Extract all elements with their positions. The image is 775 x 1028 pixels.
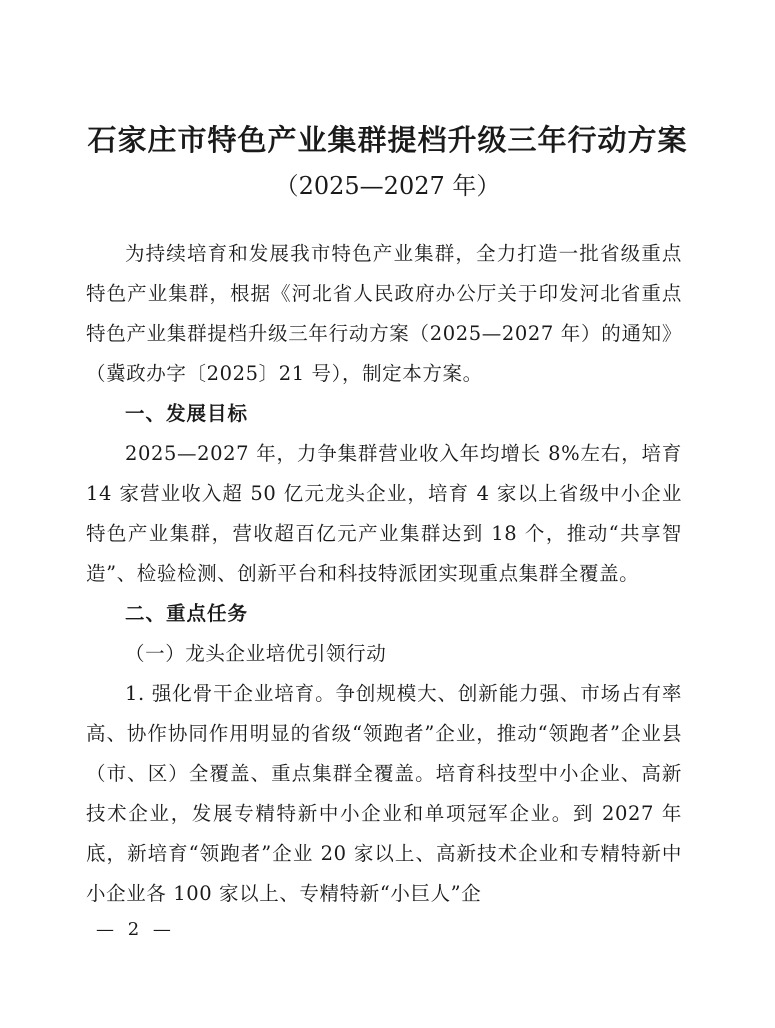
task-item-paragraph: 1. 强化骨干企业培育。争创规模大、创新能力强、市场占有率高、协作协同作用明显的省级“领跑者”企业，推动“领跑者”企业县（市、区）全覆盖、重点集群全覆盖。培育科技型中小企业、高新技术企业，发展专精特新中小企业和单项冠军企业。到 2027 年底，新培育“领跑者”企业 20 家以上、高新技术企业和专精特新中小企业各 100 家以上、专精特新“小巨人”企 <box>86 682 682 905</box>
section-heading-goals: 一、发展目标 <box>125 402 249 425</box>
subsection-heading: （一）龙头企业培优引领行动 <box>125 642 387 665</box>
page-subtitle: （2025—2027 年） <box>274 172 501 200</box>
goals-paragraph: 2025—2027 年，力争集群营业收入年均增长 8%左右，培育 14 家营业收入超 50 亿元龙头企业，培育 4 家以上省级中小企业特色产业集群，营收超百亿元产业集群达到 18 个，推动“共享智造”、检验检测、创新平台和科技特派团实现重点集群全覆盖。 <box>86 442 682 585</box>
intro-paragraph: 为持续培育和发展我市特色产业集群，全力打造一批省级重点特色产业集群，根据《河北省人民政府办公厅关于印发河北省重点特色产业集群提档升级三年行动方案（2025—2027 年）的通知》（冀政办字〔2025〕21 号），制定本方案。 <box>86 242 682 385</box>
document-body <box>86 234 682 914</box>
page-number: — 2 — <box>96 919 175 940</box>
section-heading-tasks: 二、重点任务 <box>125 602 249 625</box>
page-title: 石家庄市特色产业集群提档升级三年行动方案 <box>87 123 688 157</box>
